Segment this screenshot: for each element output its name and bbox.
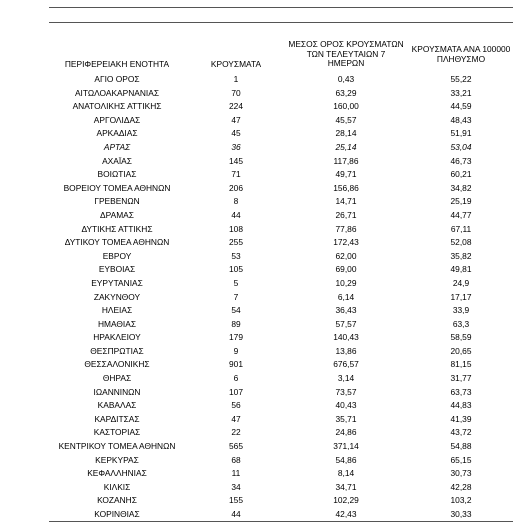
- cell-region: ΘΗΡΑΣ: [102, 373, 132, 384]
- cell-region: ΚΙΛΚΙΣ: [103, 481, 131, 492]
- cell-cases: 34: [231, 481, 241, 492]
- table-top-rule: [49, 7, 513, 8]
- cell-cases: 206: [229, 182, 243, 193]
- cell-cases: 54: [231, 305, 241, 316]
- cell-avg-7days: 25,14: [335, 141, 357, 152]
- table-row: [0, 358, 524, 372]
- cell-per-100k: 44,59: [450, 101, 472, 112]
- header-cases: ΚΡΟΥΣΜΑΤΑ: [210, 59, 262, 69]
- table-bottom-rule: [49, 521, 513, 522]
- cell-avg-7days: 6,14: [337, 291, 355, 302]
- cell-avg-7days: 40,43: [335, 400, 357, 411]
- cell-cases: 9: [233, 345, 239, 356]
- cell-cases: 71: [231, 169, 241, 180]
- cell-avg-7days: 156,86: [333, 182, 359, 193]
- cell-avg-7days: 73,57: [335, 386, 357, 397]
- table-row: [0, 195, 524, 209]
- cell-cases: 45: [231, 128, 241, 139]
- table-row: [0, 168, 524, 182]
- cell-per-100k: 35,82: [450, 250, 472, 261]
- cell-region: ΓΡΕΒΕΝΩΝ: [94, 196, 140, 207]
- cell-per-100k: 30,33: [450, 509, 472, 519]
- cell-avg-7days: 26,71: [335, 209, 357, 220]
- cell-region: ΑΡΤΑΣ: [103, 141, 131, 152]
- cell-avg-7days: 13,86: [335, 345, 357, 356]
- table-body: [0, 73, 524, 522]
- cell-avg-7days: 160,00: [333, 101, 359, 112]
- cell-cases: 224: [229, 101, 243, 112]
- cell-per-100k: 31,77: [450, 373, 472, 384]
- table-row: [0, 263, 524, 277]
- cell-avg-7days: 10,29: [335, 277, 357, 288]
- cell-avg-7days: 24,86: [335, 427, 357, 438]
- cell-avg-7days: 77,86: [335, 223, 357, 234]
- cell-avg-7days: 45,57: [335, 114, 357, 125]
- cell-region: ΒΟΙΩΤΙΑΣ: [97, 169, 137, 180]
- cell-per-100k: 63,3: [452, 318, 470, 329]
- cell-per-100k: 52,08: [450, 237, 472, 248]
- header-avg-line-2: ΤΩΝ ΤΕΛΕΥΤΑΙΩΝ 7: [306, 48, 386, 59]
- cell-cases: 47: [231, 114, 241, 125]
- cell-per-100k: 33,21: [450, 87, 472, 98]
- cell-cases: 7: [233, 291, 239, 302]
- cell-region: ΑΡΓΟΛΙΔΑΣ: [93, 114, 141, 125]
- header-per-line-2: ΠΛΗΘΥΣΜΟ: [436, 53, 486, 64]
- table-row: [0, 87, 524, 101]
- table-row: [0, 399, 524, 413]
- table-row: [0, 209, 524, 223]
- cell-avg-7days: 8,14: [337, 468, 355, 479]
- cell-region: ΚΟΡΙΝΘΙΑΣ: [94, 509, 140, 519]
- cell-region: ΗΡΑΚΛΕΙΟΥ: [93, 332, 141, 343]
- cell-cases: 6: [233, 373, 239, 384]
- cell-cases: 5: [233, 277, 239, 288]
- cell-region: ΕΒΡΟΥ: [102, 250, 132, 261]
- cell-per-100k: 63,73: [450, 386, 472, 397]
- header-avg-7days: [284, 40, 408, 69]
- cell-per-100k: 46,73: [450, 155, 472, 166]
- cell-cases: 145: [229, 155, 243, 166]
- cell-cases: 105: [229, 264, 243, 275]
- cell-avg-7days: 140,43: [333, 332, 359, 343]
- cell-cases: 36: [231, 141, 241, 152]
- cell-cases: 901: [229, 359, 243, 370]
- header-avg-line-1: ΜΕΣΟΣ ΟΡΟΣ ΚΡΟΥΣΜΑΤΩΝ: [288, 39, 404, 49]
- cell-region: ΔΥΤΙΚΗΣ ΑΤΤΙΚΗΣ: [81, 223, 153, 234]
- cell-region: ΚΕΦΑΛΛΗΝΙΑΣ: [87, 468, 147, 479]
- cell-region: ΚΕΡΚΥΡΑΣ: [95, 454, 139, 465]
- cell-cases: 56: [231, 400, 241, 411]
- cell-per-100k: 44,83: [450, 400, 472, 411]
- table-row: [0, 454, 524, 468]
- cell-region: ΑΧΑΪΑΣ: [102, 155, 132, 166]
- cell-avg-7days: 14,71: [335, 196, 357, 207]
- cell-region: ΕΥΡΥΤΑΝΙΑΣ: [91, 277, 143, 288]
- table-row: [0, 291, 524, 305]
- cell-cases: 8: [233, 196, 239, 207]
- header-per-100k: [408, 45, 514, 64]
- table-row: [0, 277, 524, 291]
- cell-region: ΚΑΒΑΛΑΣ: [97, 400, 137, 411]
- cell-avg-7days: 102,29: [333, 495, 359, 506]
- cell-cases: 255: [229, 237, 243, 248]
- table-row: [0, 494, 524, 508]
- cell-region: ΑΙΤΩΛΟΑΚΑΡΝΑΝΙΑΣ: [74, 87, 160, 98]
- table-header-rule: [49, 22, 513, 23]
- header-region: ΠΕΡΙΦΕΡΕΙΑΚΗ ΕΝΟΤΗΤΑ: [64, 59, 170, 69]
- cell-avg-7days: 54,86: [335, 454, 357, 465]
- cell-avg-7days: 28,14: [335, 128, 357, 139]
- table-row: [0, 345, 524, 359]
- cell-per-100k: 48,43: [450, 114, 472, 125]
- table-row: [0, 440, 524, 454]
- cell-per-100k: 55,22: [450, 74, 472, 84]
- cell-region: ΗΜΑΘΙΑΣ: [97, 318, 137, 329]
- cell-cases: 107: [229, 386, 243, 397]
- table-row: [0, 467, 524, 481]
- cell-cases: 1: [233, 74, 239, 84]
- cell-per-100k: 33,9: [452, 305, 470, 316]
- cell-region: ΙΩΑΝΝΙΝΩΝ: [93, 386, 141, 397]
- cell-region: ΑΓΙΟ ΟΡΟΣ: [94, 74, 140, 84]
- table-row: [0, 127, 524, 141]
- cell-region: ΖΑΚΥΝΘΟΥ: [93, 291, 141, 302]
- cell-region: ΚΕΝΤΡΙΚΟΥ ΤΟΜΕΑ ΑΘΗΝΩΝ: [58, 441, 176, 452]
- table-row: [0, 413, 524, 427]
- cell-avg-7days: 49,71: [335, 169, 357, 180]
- cell-avg-7days: 0,43: [337, 74, 355, 84]
- table-row: [0, 223, 524, 237]
- cell-per-100k: 24,9: [452, 277, 470, 288]
- cell-per-100k: 49,81: [450, 264, 472, 275]
- cell-avg-7days: 57,57: [335, 318, 357, 329]
- cell-avg-7days: 676,57: [333, 359, 359, 370]
- cell-avg-7days: 172,43: [333, 237, 359, 248]
- cell-cases: 89: [231, 318, 241, 329]
- cell-per-100k: 67,11: [450, 223, 472, 234]
- cell-avg-7days: 62,00: [335, 250, 357, 261]
- cell-region: ΗΛΕΙΑΣ: [101, 305, 133, 316]
- cell-per-100k: 58,59: [450, 332, 472, 343]
- cell-cases: 53: [231, 250, 241, 261]
- cell-per-100k: 20,65: [450, 345, 472, 356]
- cell-per-100k: 42,28: [450, 481, 472, 492]
- cell-avg-7days: 3,14: [337, 373, 355, 384]
- cell-per-100k: 103,2: [450, 495, 472, 506]
- cell-per-100k: 65,15: [450, 454, 472, 465]
- cell-per-100k: 54,88: [450, 441, 472, 452]
- cell-region: ΒΟΡΕΙΟΥ ΤΟΜΕΑ ΑΘΗΝΩΝ: [63, 182, 171, 193]
- cell-region: ΘΕΣΠΡΩΤΙΑΣ: [90, 345, 144, 356]
- table-row: [0, 250, 524, 264]
- cell-region: ΔΡΑΜΑΣ: [100, 209, 134, 220]
- cell-region: ΚΑΣΤΟΡΙΑΣ: [93, 427, 141, 438]
- table-row: [0, 100, 524, 114]
- cell-per-100k: 43,72: [450, 427, 472, 438]
- cell-region: ΑΝΑΤΟΛΙΚΗΣ ΑΤΤΙΚΗΣ: [72, 101, 162, 112]
- cell-per-100k: 53,04: [450, 141, 472, 152]
- cell-cases: 44: [231, 209, 241, 220]
- cell-region: ΑΡΚΑΔΙΑΣ: [96, 128, 138, 139]
- cell-per-100k: 34,82: [450, 182, 472, 193]
- cell-cases: 22: [231, 427, 241, 438]
- table-row: [0, 141, 524, 155]
- table-row: [0, 182, 524, 196]
- cell-cases: 11: [231, 468, 241, 479]
- cell-per-100k: 60,21: [450, 169, 472, 180]
- cell-per-100k: 41,39: [450, 413, 472, 424]
- cell-cases: 155: [229, 495, 243, 506]
- table-row: [0, 304, 524, 318]
- table-row: [0, 318, 524, 332]
- cell-per-100k: 51,91: [450, 128, 472, 139]
- cell-per-100k: 25,19: [450, 196, 472, 207]
- cell-region: ΚΟΖΑΝΗΣ: [97, 495, 137, 506]
- cell-per-100k: 30,73: [450, 468, 472, 479]
- cell-region: ΔΥΤΙΚΟΥ ΤΟΜΕΑ ΑΘΗΝΩΝ: [64, 237, 170, 248]
- cell-region: ΚΑΡΔΙΤΣΑΣ: [94, 413, 140, 424]
- cell-cases: 179: [229, 332, 243, 343]
- cell-cases: 68: [231, 454, 241, 465]
- cell-per-100k: 44,77: [450, 209, 472, 220]
- table-row: [0, 508, 524, 522]
- cell-avg-7days: 42,43: [335, 509, 357, 519]
- cell-avg-7days: 117,86: [333, 155, 359, 166]
- header-per-line-1: ΚΡΟΥΣΜΑΤΑ ΑΝΑ 100000: [411, 44, 511, 54]
- cell-avg-7days: 371,14: [333, 441, 359, 452]
- header-avg-line-3: ΗΜΕΡΩΝ: [327, 58, 365, 69]
- cell-cases: 70: [231, 87, 241, 98]
- cell-avg-7days: 69,00: [335, 264, 357, 275]
- table-row: [0, 386, 524, 400]
- table-row: [0, 114, 524, 128]
- table-row: [0, 155, 524, 169]
- cell-per-100k: 81,15: [450, 359, 472, 370]
- cell-avg-7days: 36,43: [335, 305, 357, 316]
- cell-cases: 47: [231, 413, 241, 424]
- cell-region: ΘΕΣΣΑΛΟΝΙΚΗΣ: [84, 359, 150, 370]
- table-row: [0, 73, 524, 87]
- table-row: [0, 331, 524, 345]
- table-row: [0, 426, 524, 440]
- cell-region: ΕΥΒΟΙΑΣ: [98, 264, 136, 275]
- table-row: [0, 481, 524, 495]
- cell-avg-7days: 35,71: [335, 413, 357, 424]
- table-row: [0, 372, 524, 386]
- cell-avg-7days: 63,29: [335, 87, 357, 98]
- cell-cases: 108: [229, 223, 243, 234]
- cell-cases: 44: [231, 509, 241, 519]
- cell-avg-7days: 34,71: [335, 481, 357, 492]
- cell-cases: 565: [229, 441, 243, 452]
- cell-per-100k: 17,17: [450, 291, 472, 302]
- table-row: [0, 236, 524, 250]
